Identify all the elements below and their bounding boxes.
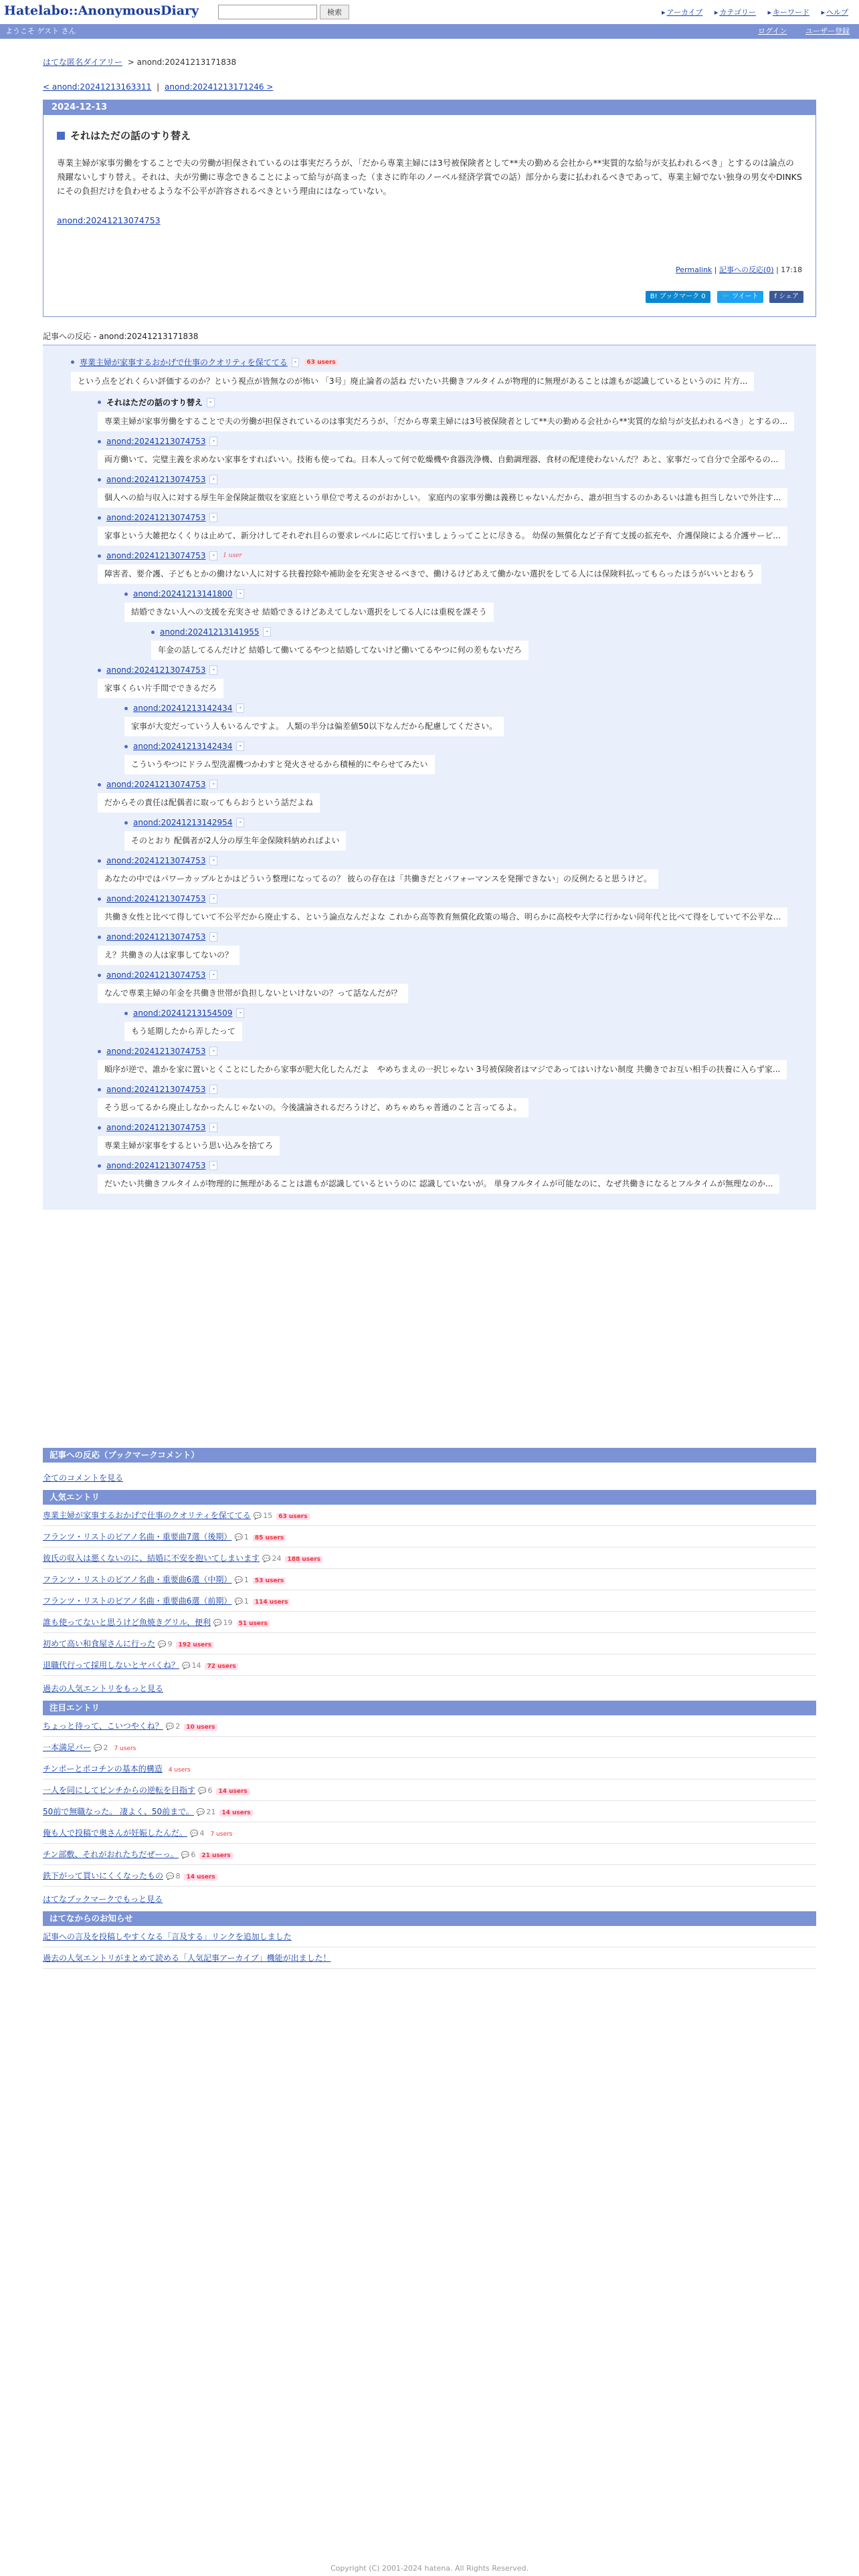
- users-badge[interactable]: 14 users: [216, 1788, 249, 1795]
- entry-body: 専業主婦が家事労働をすることで夫の労働が担保されているのは事実だろうが、「だから専業主婦には3号被保険者として**夫の勤める会社から**実質的な給与が支払われるべき」とするのは論点の飛躍ないしすり替え。それは、夫が労働に専念できることによって給与が高まった（まさに昨年のノーベル経済学賞での話）部分から妻に払われるべきであって、専業主婦でない独身の男女やDINKSにその負担だけを負わせるような不公平が許容されるべきという理由にはなっていない。: [57, 158, 802, 196]
- expand-toggle-icon[interactable]: -: [236, 589, 244, 599]
- reaction-excerpt: そのとおり 配偶者が2人分の厚生年金保険料納めればよい: [124, 831, 346, 851]
- users-badge[interactable]: 63 users: [304, 359, 337, 366]
- expand-toggle-icon[interactable]: -: [209, 1047, 217, 1056]
- comment-count: 💬 14: [182, 1661, 201, 1670]
- lower-section: [43, 1448, 816, 1969]
- popular-more-link[interactable]: 過去の人気エントリをもっと見る: [43, 1684, 164, 1693]
- expand-toggle-icon[interactable]: -: [236, 1008, 244, 1018]
- reaction-header: [98, 513, 807, 522]
- reaction-item: [71, 356, 807, 1194]
- expand-toggle-icon[interactable]: -: [209, 437, 217, 446]
- reaction-item: [124, 589, 807, 660]
- hatena-bookmark-button[interactable]: B! ブックマーク 0: [646, 291, 710, 303]
- entry-list-link[interactable]: チン部敷、それがおれたちだぜーっ。: [43, 1850, 179, 1859]
- users-badge[interactable]: 51 users: [237, 1620, 270, 1627]
- expand-toggle-icon[interactable]: -: [263, 627, 271, 637]
- expand-toggle-icon[interactable]: -: [209, 1161, 217, 1170]
- reaction-excerpt: という点をどれくらい評価するのか？という視点が皆無なのが怖い 「3号」廃止論者の話ね だいたい共働きフルタイムが物理的に無理があることは誰もが認識しているというのに 片方...: [71, 372, 754, 391]
- entry-list-item: [43, 1715, 816, 1737]
- entry-list-link[interactable]: フランツ・リストのピアノ名曲・重要曲6選（中期）: [43, 1575, 232, 1584]
- entry-reference-link[interactable]: anond:20241213074753: [57, 215, 161, 225]
- top-nav: [652, 7, 848, 17]
- breadcrumb: [43, 56, 816, 68]
- entry-list-item: [43, 1822, 816, 1844]
- reaction-item: [124, 704, 807, 736]
- comment-count: 💬 19: [213, 1618, 232, 1627]
- reaction-excerpt: 家事という大雑把なくくりは止めて、新分けしてそれぞれ目らの要求レベルに応じて行いましょうってことに尽きる。 幼保の無償化など子育て支援の拡充や、介護保険による介護サービ...: [98, 526, 787, 546]
- reaction-link[interactable]: anond:20241213074753: [106, 932, 206, 942]
- entry-list-item: [43, 1865, 816, 1887]
- reaction-excerpt: 順序が逆で、誰かを家に置いとくことにしたから家事が肥大化したんだよ やめちまえの一択じゃない 3号被保険者はマジであってはいけない制度 共働きでお互い相手の扶養に入らず家...: [98, 1060, 787, 1079]
- expand-toggle-icon[interactable]: -: [236, 704, 244, 713]
- reaction-item: [124, 1008, 807, 1041]
- reaction-excerpt: 両方働いて、完璧主義を求めない家事をすればいい。技術も使ってね。日本人って何で乾燥機や食器洗浄機、自動調理器、食材の配達使わないんだ？あと、家事だって自分で全部やるの...: [98, 450, 785, 469]
- entry-list-link[interactable]: 初めて高い和食屋さんに行った: [43, 1639, 156, 1648]
- comment-count: 💬 1: [234, 1533, 248, 1541]
- entry-title: [57, 128, 802, 142]
- reaction-children: [98, 397, 807, 1194]
- entry-list-item: [43, 1612, 816, 1633]
- entry-list-link[interactable]: チンポーとポコチンの基本的構造: [43, 1764, 163, 1774]
- reaction-header: [98, 970, 807, 980]
- notable-entries-header: 注目エントリ: [43, 1701, 816, 1715]
- tweet-button[interactable]: [717, 291, 763, 303]
- entry-list-item: [43, 1654, 816, 1676]
- bird-icon: 🐦: [721, 293, 730, 300]
- entry-list-link[interactable]: 一人を同にしてピンチからの逆転を目指す: [43, 1786, 196, 1795]
- comment-count: 💬 4: [190, 1829, 204, 1838]
- nav-archive-link[interactable]: ▸ アーカイブ: [662, 8, 702, 17]
- reaction-excerpt: 家事が大変だっていう人もいるんですよ。 人類の半分は偏差値50以下なんだから配慮してください。: [124, 717, 504, 736]
- reaction-title: それはただの話のすり替え: [106, 398, 203, 407]
- reaction-link[interactable]: anond:20241213074753: [106, 970, 206, 980]
- reaction-header: [98, 475, 807, 484]
- reaction-header: [98, 1123, 807, 1132]
- expand-toggle-icon[interactable]: -: [209, 1085, 217, 1094]
- reaction-excerpt: そう思ってるから廃止しなかったんじゃないの。今後議論されるだろうけど、めちゃめちゃ普通のこと言ってるよ。: [98, 1098, 529, 1117]
- reaction-header: [98, 437, 807, 446]
- share-buttons: [56, 291, 803, 303]
- users-badge[interactable]: 63 users: [276, 1513, 309, 1520]
- reaction-excerpt: 専業主婦が家事をするという思い込みを捨てろ: [98, 1136, 280, 1156]
- reaction-header: [98, 665, 807, 675]
- comment-count: 💬 15: [254, 1511, 272, 1520]
- entry-list-item: [43, 1590, 816, 1612]
- reaction-header: [124, 704, 807, 713]
- reaction-item: [98, 856, 807, 889]
- reaction-link[interactable]: anond:20241213074753: [106, 1161, 206, 1170]
- login-link[interactable]: ログイン: [758, 27, 787, 35]
- footer-copyright: Copyright (C) 2001-2024 hatena. All Rights Reserved.: [330, 2564, 529, 2573]
- users-badge[interactable]: 1 user: [223, 552, 242, 559]
- reaction-header: [98, 856, 807, 865]
- reaction-excerpt: だいたい共働きフルタイムが物理的に無理があることは誰もが認識しているというのに 認識していないが。 単身フルタイムが可能なのに、なぜ共働きになるとフルタイムが無理なのか...: [98, 1174, 779, 1194]
- expand-toggle-icon[interactable]: -: [209, 780, 217, 789]
- popular-entries-list: [43, 1505, 816, 1676]
- expand-toggle-icon[interactable]: -: [209, 665, 217, 675]
- reaction-header: [98, 551, 807, 560]
- reaction-item: [98, 780, 807, 851]
- entry-list-link[interactable]: フランツ・リストのピアノ名曲・重要曲7選（後期）: [43, 1532, 232, 1541]
- reaction-link[interactable]: anond:20241213142434: [133, 742, 233, 751]
- site-logo[interactable]: Hatelabo::AnonymousDiary: [4, 3, 199, 18]
- entry-meta: Permalink | 記事への反応(0) | 17:18: [676, 265, 802, 274]
- tweet-label: ツイート: [732, 293, 759, 300]
- permalink-link[interactable]: Permalink: [676, 265, 712, 274]
- reaction-item: [98, 970, 807, 1041]
- reaction-item: [151, 627, 807, 660]
- expand-toggle-icon[interactable]: -: [209, 551, 217, 560]
- users-badge[interactable]: 7 users: [114, 1745, 136, 1752]
- reaction-link[interactable]: anond:20241213074753: [106, 1085, 206, 1094]
- reaction-header: [124, 1008, 807, 1018]
- users-badge[interactable]: 14 users: [219, 1810, 252, 1816]
- reaction-excerpt: あなたの中ではパワーカップルとかはどういう整理になってるの？ 彼らの存在は「共働きだとパフォーマンスを発揮できない」の反例たると思うけど。: [98, 869, 658, 889]
- main-content: [43, 39, 816, 1969]
- reaction-link[interactable]: anond:20241213074753: [106, 780, 206, 789]
- breadcrumb-current: anond:20241213171838: [136, 58, 237, 67]
- welcome-text: ようこそ ゲスト さん: [5, 27, 76, 35]
- expand-toggle-icon[interactable]: -: [209, 475, 217, 484]
- next-entry-link[interactable]: anond:20241213171246 >: [165, 82, 274, 92]
- comment-count: 💬 1: [234, 1576, 248, 1584]
- reaction-excerpt: 年金の話してるんだけど 結婚して働いてるやつと結婚してないけど働いてるやつに何の差もないだろ: [151, 641, 529, 660]
- entry-list-item: [43, 1801, 816, 1822]
- entry-list-item: [43, 1547, 816, 1569]
- reaction-header: [98, 780, 807, 789]
- user-bar: [0, 24, 859, 39]
- entry-list-link[interactable]: 50前で無職なった。 凄よく、50前まで。: [43, 1807, 194, 1816]
- entry-box: [43, 100, 816, 317]
- facebook-label: シェア: [779, 293, 799, 300]
- expand-toggle-icon[interactable]: -: [209, 856, 217, 865]
- entry-list-link[interactable]: ちょっと待って、こいつやくね？: [43, 1721, 163, 1731]
- search-button[interactable]: 検索: [320, 5, 349, 19]
- comment-count: 💬 2: [166, 1722, 180, 1731]
- entry-list-item: [43, 1526, 816, 1547]
- register-link[interactable]: ユーザー登録: [805, 27, 850, 35]
- reaction-link[interactable]: anond:20241213142954: [133, 818, 233, 827]
- expand-toggle-icon[interactable]: -: [207, 398, 215, 407]
- reaction-link[interactable]: anond:20241213074753: [106, 1123, 206, 1132]
- expand-toggle-icon[interactable]: -: [209, 932, 217, 942]
- nav-category-link[interactable]: ▸ カテゴリー: [714, 8, 756, 17]
- reaction-link[interactable]: anond:20241213074753: [106, 437, 206, 446]
- reaction-item: [98, 1047, 807, 1079]
- reaction-children: [151, 627, 807, 660]
- reaction-item: [98, 437, 807, 469]
- comment-count: 💬 1: [234, 1597, 248, 1606]
- expand-toggle-icon[interactable]: -: [209, 970, 217, 980]
- entry-list-link[interactable]: 鉄下がって買いにくくなったもの: [43, 1871, 164, 1881]
- notice-link[interactable]: 過去の人気エントリがまとめて読める「人気記事アーカイブ」機能が出ました！: [43, 1953, 331, 1963]
- reaction-tree: [43, 344, 816, 1210]
- entry-list-link[interactable]: 誰も使ってないと思うけど魚焼きグリル、便利: [43, 1618, 211, 1627]
- expand-toggle-icon[interactable]: -: [236, 742, 244, 751]
- reaction-children: [124, 1008, 807, 1041]
- comment-count: 💬 8: [166, 1872, 180, 1881]
- reaction-link[interactable]: anond:20241213074753: [106, 894, 206, 903]
- header: [0, 0, 859, 24]
- reaction-excerpt: 共働き女性と比べて得していて不公平だから廃止する、という論点なんだよな これから高等教育無償化政策の場合、明らかに高校や大学に行かない同年代と比べて得をしていて不公平な...: [98, 907, 787, 927]
- entry-list-link[interactable]: 専業主婦が家事するおかげで仕事のクオリティを保ててる: [43, 1511, 251, 1520]
- reaction-item: [98, 932, 807, 965]
- expand-toggle-icon[interactable]: -: [292, 358, 300, 367]
- reaction-header: [98, 1047, 807, 1056]
- comment-count: 💬 24: [262, 1554, 281, 1563]
- all-comments-link[interactable]: 全てのコメントを見る: [43, 1473, 124, 1483]
- entry-list-item: [43, 1758, 816, 1780]
- notable-more-link[interactable]: はてなブックマークでもっと見る: [43, 1895, 163, 1904]
- entry-title-text: それはただの話のすり替え: [70, 130, 191, 142]
- nav-help-link[interactable]: ▸ ヘルプ: [821, 8, 848, 17]
- comment-count: 💬 9: [158, 1640, 172, 1648]
- reaction-children: [124, 704, 807, 774]
- reaction-header: [98, 932, 807, 942]
- reaction-link[interactable]: anond:20241213074753: [106, 513, 206, 522]
- users-badge[interactable]: 4 users: [168, 1767, 191, 1774]
- entry-list-item: [43, 1633, 816, 1654]
- users-badge[interactable]: 188 users: [285, 1556, 322, 1563]
- reaction-link[interactable]: 専業主婦が家事するおかげで仕事のクオリティを保ててる: [80, 358, 288, 367]
- reaction-header: [98, 1085, 807, 1094]
- search-input[interactable]: [218, 5, 317, 19]
- expand-toggle-icon[interactable]: -: [236, 818, 244, 827]
- reaction-item: [98, 551, 807, 660]
- reaction-item: [98, 894, 807, 927]
- prev-entry-link[interactable]: < anond:20241213163311: [43, 82, 152, 92]
- reactions-title: 記事への反応 - anond:20241213171838: [43, 332, 199, 341]
- entry-time: 17:18: [781, 265, 802, 274]
- expand-toggle-icon[interactable]: -: [209, 1123, 217, 1132]
- comment-count: 💬 21: [197, 1808, 215, 1816]
- entry-list-item: [43, 1737, 816, 1758]
- reaction-link[interactable]: anond:20241213142434: [133, 704, 233, 713]
- reaction-item: [98, 397, 807, 431]
- reaction-item: [98, 475, 807, 508]
- entry-list-item: [43, 1505, 816, 1526]
- bookmark-comments-header: 記事への反応（ブックマークコメント）: [43, 1448, 816, 1463]
- reaction-excerpt: だからその責任は配偶者に取ってもらおうという話だよね: [98, 793, 320, 813]
- pager-separator: |: [157, 82, 160, 92]
- users-badge[interactable]: 192 users: [176, 1642, 213, 1648]
- reaction-link[interactable]: anond:20241213154509: [133, 1008, 233, 1018]
- entry-list-link[interactable]: 退職代行って採用しないとヤバくね？: [43, 1660, 180, 1670]
- reaction-excerpt: こういうやつにドラム型洗濯機つかわすと発火させるから積極的にやらせてみたい: [124, 755, 435, 774]
- reaction-excerpt: なんで専業主婦の年金を共働き世帯が負担しないといけないの？って話なんだが？: [98, 984, 408, 1003]
- reaction-header: [98, 397, 807, 408]
- reaction-excerpt: 結婚できない人への支援を充実させ 結婚できるけどあえてしない選択をしてる人には重税を課そう: [124, 603, 494, 622]
- entry-list-link[interactable]: 俺も人で投稿で奥さんが妊娠したんだ。: [43, 1828, 188, 1838]
- reaction-item: [98, 665, 807, 774]
- notable-entries-list: [43, 1715, 816, 1887]
- entry-list-item: [43, 1780, 816, 1801]
- hatena-notice-header: はてなからのお知らせ: [43, 1911, 816, 1926]
- reaction-item: [98, 1085, 807, 1117]
- users-badge[interactable]: 14 users: [184, 1874, 217, 1881]
- reaction-link[interactable]: anond:20241213141955: [160, 627, 260, 637]
- users-badge[interactable]: 21 users: [199, 1852, 232, 1859]
- reaction-excerpt: 専業主婦が家事労働をすることで夫の労働が担保されているのは事実だろうが、「だから専業主婦には3号被保険者として**夫の勤める会社から**実質的な給与が支払われるべき」とするの...: [98, 412, 794, 431]
- popular-entries-header: 人気エントリ: [43, 1490, 816, 1505]
- comment-count: 💬 6: [181, 1850, 195, 1859]
- reaction-item: [98, 1161, 807, 1194]
- comment-count: 💬 2: [94, 1743, 108, 1752]
- entry-list-link[interactable]: フランツ・リストのピアノ名曲・重要曲6選（前期）: [43, 1596, 232, 1606]
- reaction-link[interactable]: anond:20241213074753: [106, 665, 206, 675]
- reaction-link[interactable]: anond:20241213074753: [106, 475, 206, 484]
- reaction-link[interactable]: anond:20241213074753: [106, 551, 206, 560]
- reaction-excerpt: 個人への給与収入に対する厚生年金保険証徴収を家庭という単位で考えるのがおかしい。 家庭内の家事労働は義務じゃないんだから、誰が担当するのかあるいは誰も担当しないで外注す...: [98, 488, 787, 508]
- entry-list-link[interactable]: 一本満足バー: [43, 1743, 92, 1752]
- reaction-header: [124, 818, 807, 827]
- reaction-link[interactable]: anond:20241213074753: [106, 1047, 206, 1056]
- reaction-children: [124, 818, 807, 851]
- reaction-header: [71, 356, 807, 368]
- reaction-header: [124, 589, 807, 599]
- reaction-link[interactable]: anond:20241213074753: [106, 856, 206, 865]
- reaction-excerpt: 家事くらい片手間でできるだろ: [98, 679, 223, 698]
- entry-date: 2024-12-13: [43, 100, 816, 115]
- notice-link[interactable]: 記事への言及を投稿しやすくなる「言及する」リンクを追加しました: [43, 1932, 292, 1941]
- entry-list-link[interactable]: 彼氏の収入は悪くないのに、結婚に不安を抱いてしまいます: [43, 1553, 260, 1563]
- reaction-header: [98, 1161, 807, 1170]
- reaction-header: [98, 894, 807, 903]
- reaction-item: [124, 742, 807, 774]
- expand-toggle-icon[interactable]: -: [209, 894, 217, 903]
- reaction-header: [124, 742, 807, 751]
- comments-link[interactable]: 記事への反応(0): [719, 265, 774, 274]
- reaction-item: [98, 1123, 807, 1156]
- users-badge[interactable]: 85 users: [253, 1535, 286, 1541]
- expand-toggle-icon[interactable]: -: [209, 513, 217, 522]
- breadcrumb-root-link[interactable]: はてな匿名ダイアリー: [43, 58, 122, 67]
- title-square-icon: [57, 132, 65, 140]
- reaction-header: [151, 627, 807, 637]
- reaction-children: [124, 589, 807, 660]
- entry-pager: [43, 82, 816, 92]
- reaction-excerpt: もう延期したから弄したって: [124, 1022, 242, 1041]
- reaction-item: [124, 818, 807, 851]
- facebook-share-button[interactable]: [769, 291, 803, 303]
- reaction-excerpt: え？共働きの人は家事してないの？: [98, 946, 240, 965]
- users-badge[interactable]: 114 users: [253, 1599, 290, 1606]
- entry-list-item: [43, 1569, 816, 1590]
- nav-keyword-link[interactable]: ▸ キーワード: [767, 8, 809, 17]
- entry-list-item: [43, 1844, 816, 1865]
- facebook-icon: f: [774, 293, 777, 300]
- reaction-link[interactable]: anond:20241213141800: [133, 589, 233, 599]
- breadcrumb-separator: >: [127, 58, 134, 67]
- users-badge[interactable]: 72 users: [205, 1663, 237, 1670]
- comment-count: 💬 6: [198, 1786, 212, 1795]
- users-badge[interactable]: 53 users: [253, 1578, 286, 1584]
- users-badge[interactable]: 7 users: [210, 1831, 233, 1838]
- reaction-excerpt: 障害者、要介護、子どもとかの働けない人に対する扶養控除や補助金を充実させるべきで、働けるけどあえて働かない選択をしてる人には保険料払ってもらったほうがいいとおもう: [98, 564, 761, 584]
- users-badge[interactable]: 10 users: [184, 1724, 217, 1731]
- reaction-item: [98, 513, 807, 546]
